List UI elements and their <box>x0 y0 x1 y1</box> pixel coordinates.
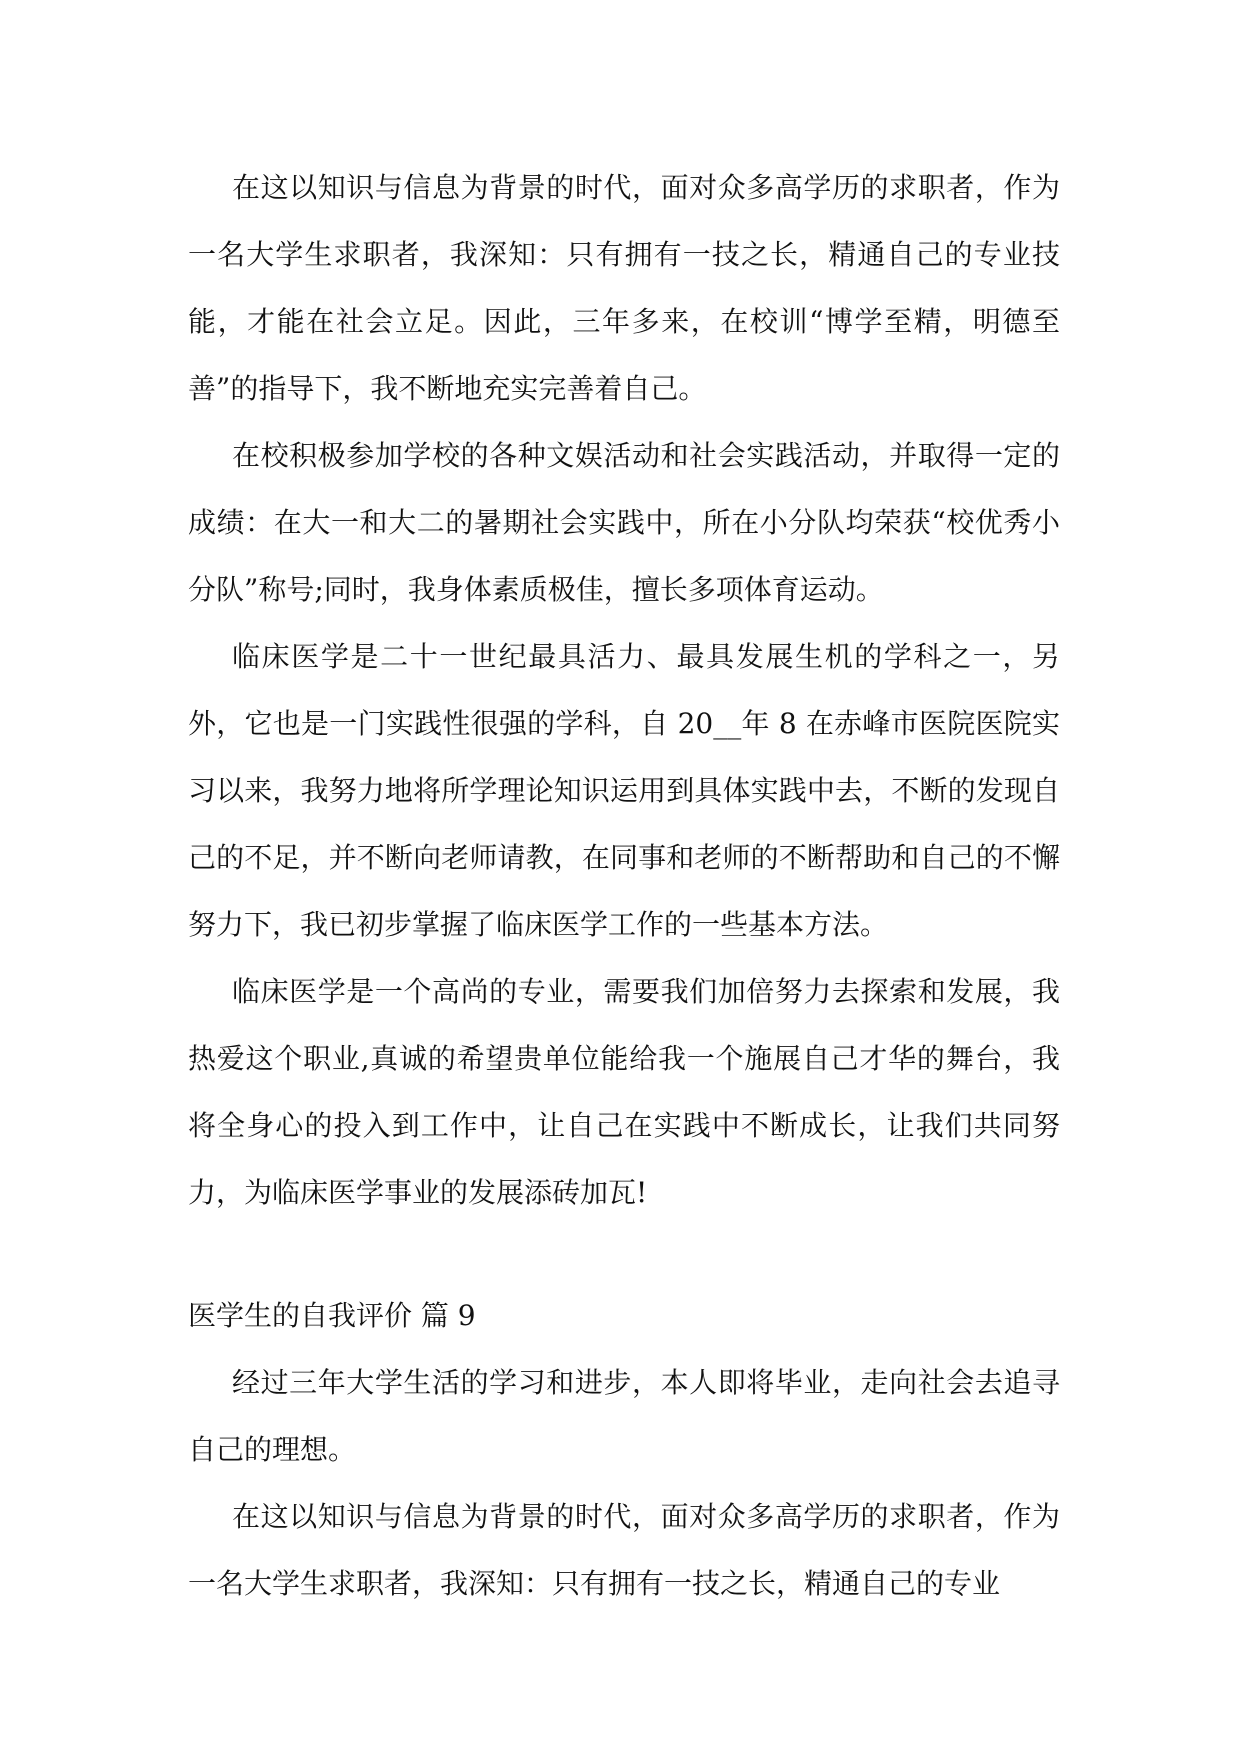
document-body <box>188 154 1060 1617</box>
paragraph-closing: 临床医学是一个高尚的专业，需要我们加倍努力去探索和发展，我热爱这个职业,真诚的希望贵单位能给我一个施展自己才华的舞台，我将全身心的投入到工作中，让自己在实践中不断成长，让我们共同努力，为临床医学事业的发展添砖加瓦! <box>188 975 1060 1209</box>
paragraph-clinical-practice: 临床医学是二十一世纪最具活力、最具发展生机的学科之一，另外，它也是一门实践性很强的学科，自 20__年 8 在赤峰市医院医院实习以来，我努力地将所学理论知识运用到具体实践中去，不断的发现自己的不足，并不断向老师请教，在同事和老师的不断帮助和自己的不懈努力下，我已初步掌握了临床医学工作的一些基本方法。 <box>188 640 1060 941</box>
paragraph-activities: 在校积极参加学校的各种文娱活动和社会实践活动，并取得一定的成绩：在大一和大二的暑期社会实践中，所在小分队均荣获“校优秀小分队”称号;同时，我身体素质极佳，擅长多项体育运动。 <box>188 439 1060 606</box>
section-heading: 医学生的自我评价 篇 9 <box>188 1299 476 1332</box>
paragraph-intro: 在这以知识与信息为背景的时代，面对众多高学历的求职者，作为一名大学生求职者，我深知：只有拥有一技之长，精通自己的专业技能，才能在社会立足。因此，三年多来，在校训“博学至精，明德至善”的指导下，我不断地充实完善着自己。 <box>188 171 1060 405</box>
paragraph-intro-repeat: 在这以知识与信息为背景的时代，面对众多高学历的求职者，作为一名大学生求职者，我深知：只有拥有一技之长，精通自己的专业 <box>188 1500 1060 1600</box>
paragraph-graduation: 经过三年大学生活的学习和进步，本人即将毕业，走向社会去追寻自己的理想。 <box>188 1366 1060 1466</box>
